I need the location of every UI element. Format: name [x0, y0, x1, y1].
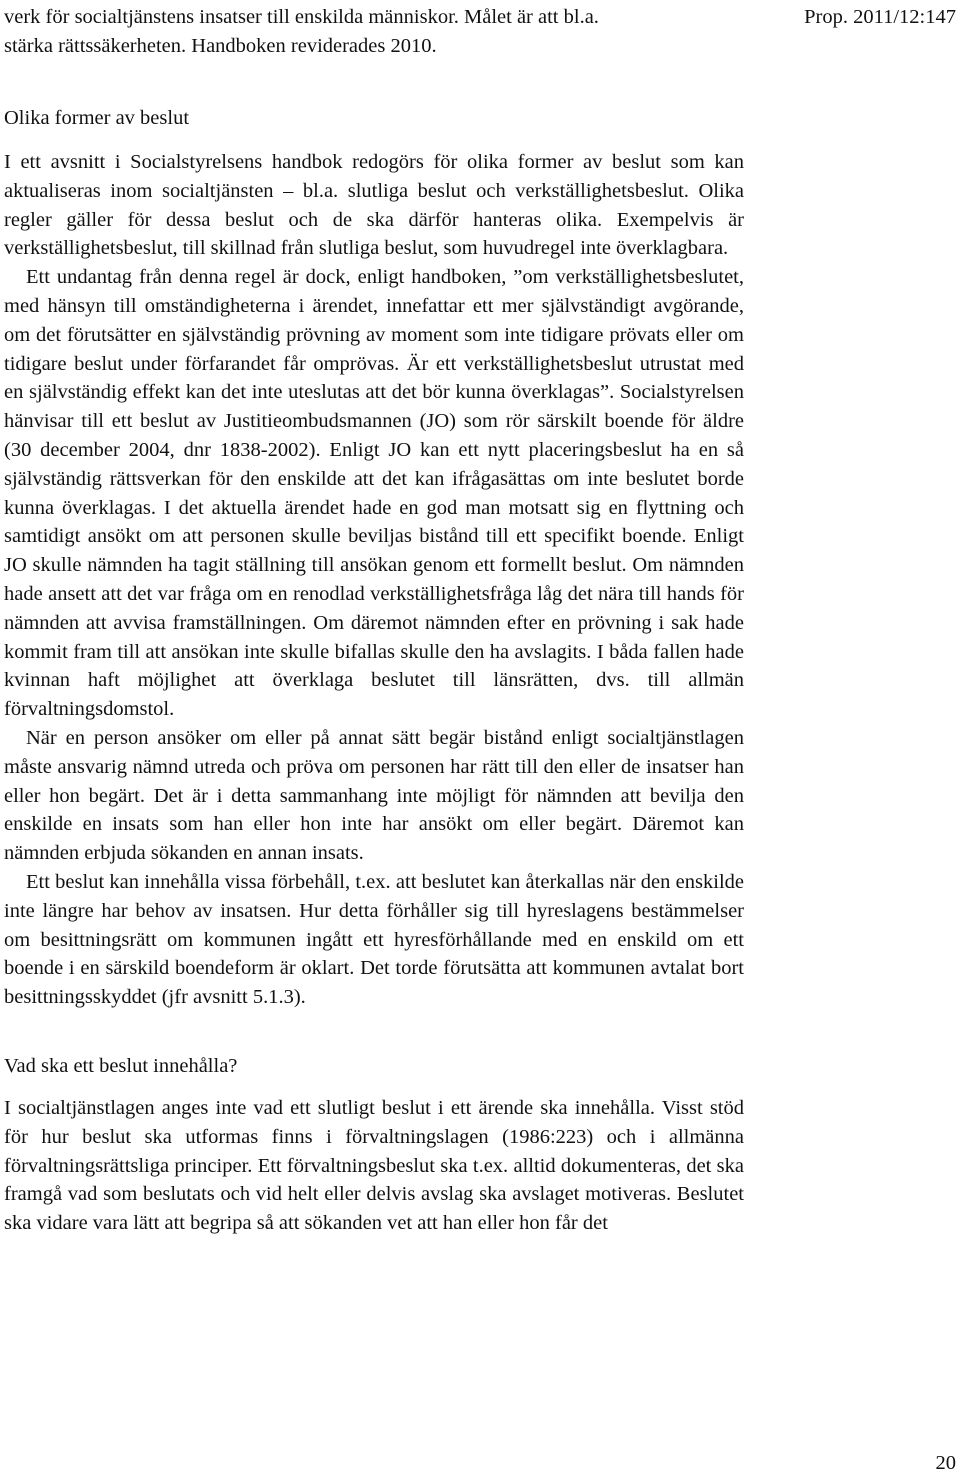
proposition-reference: Prop. 2011/12:147	[804, 6, 956, 28]
paragraph-4: Ett beslut kan innehålla vissa förbehåll, t.ex. att beslutet kan återkallas när den enskilde inte längre har behov av insatsen. Hur detta förhåller sig till hyreslagens bestämmelser om besittningsrätt om kommunen ingått ett hyresförhållande med en enskild om ett boende i en särskild boendeform är oklart. Det torde förutsätta att kommunen avtalat bort besittningsskyddet (jfr avsnitt 5.1.3).	[4, 870, 744, 1009]
paragraph-3: När en person ansöker om eller på annat sätt begär bistånd enligt socialtjänstlagen måste ansvarig nämnd utreda och pröva om personen har rätt till den eller de insatser han eller hon begärt. Det är i detta sammanhang inte möjligt för nämnden att bevilja den enskilde en insats som han eller hon inte har ansökt om eller begärt. Däremot kan nämnden erbjuda sökanden en annan insats.	[4, 726, 744, 865]
section-heading-vad-ska-beslut: Vad ska ett beslut innehålla?	[4, 1054, 238, 1077]
paragraph-1: I ett avsnitt i Socialstyrelsens handbok redogörs för olika former av beslut som kan aktualiseras inom socialtjänsten – bl.a. slutliga beslut och verkställighetsbeslut. Olika regler gäller för dessa beslut och de ska därför hanteras olika. Exempelvis är verkställighetsbeslut, till skillnad från slutliga beslut, som huvudregel inte överklagbara.	[4, 151, 744, 260]
paragraph-2: Ett undantag från denna regel är dock, enligt handboken, ”om verkställighetsbeslutet, med hänsyn till omständigheterna i ärendet, innefattar ett mer självständigt avgörande, om det förutsätter en självständig prövning av moment som inte tidigare prövats eller om tidigare beslut under förfarandet får omprövas. Är ett verkställighetsbeslut utrustat med en självständig effekt kan det inte uteslutas att det bör kunna överklagas”. Socialstyrelsen hänvisar till ett beslut av Justitieombudsmannen (JO) som rör särskilt boende för äldre (30 december 2004, dnr 1838-2002). Enligt JO kan ett nytt placeringsbeslut ha en så självständig rättsverkan för den enskilde att det kan ifrågasättas om inte beslutet borde kunna överklagas. I det aktuella ärendet hade en god man motsatt sig en flyttning och samtidigt ansökt om att personen skulle beviljas bistånd till ett specifikt boende. Enligt JO skulle nämnden ha tagit ställning till ansökan genom ett formellt beslut. Om nämnden hade ansett att det var fråga om en renodlad verkställighetsfråga låg det nära till hands för nämnden att avvisa framställningen. Om däremot nämnden efter en prövning i sak hade kommit fram till att ansökan inte skulle bifallas skulle den ha avslagits. I båda fallen hade kvinnan haft möjlighet att överklaga beslutet till länsrätten, dvs. till allmän förvaltningsdomstol.	[4, 266, 744, 721]
running-header-text: verk för socialtjänstens insatser till enskilda människor. Målet är att bl.a. stärka rättssäkerheten. Handboken reviderades 2010.	[4, 6, 599, 57]
page-header	[0, 0, 960, 60]
page-number: 20	[935, 1452, 956, 1474]
document-body	[4, 104, 744, 1238]
paragraph-5: I socialtjänstlagen anges inte vad ett slutligt beslut i ett ärende ska innehålla. Visst stöd för hur beslut ska utformas finns i förvaltningslagen (1986:223) och i allmänna förvaltningsrättsliga principer. Ett förvaltningsbeslut ska t.ex. alltid dokumenteras, det ska framgå vad som beslutats och vid helt eller delvis avslag ska avslaget motiveras. Beslutet ska vidare vara lätt att begripa så att sökanden vet att han eller hon får det	[4, 1096, 744, 1235]
section-heading-olika-former: Olika former av beslut	[4, 107, 190, 129]
